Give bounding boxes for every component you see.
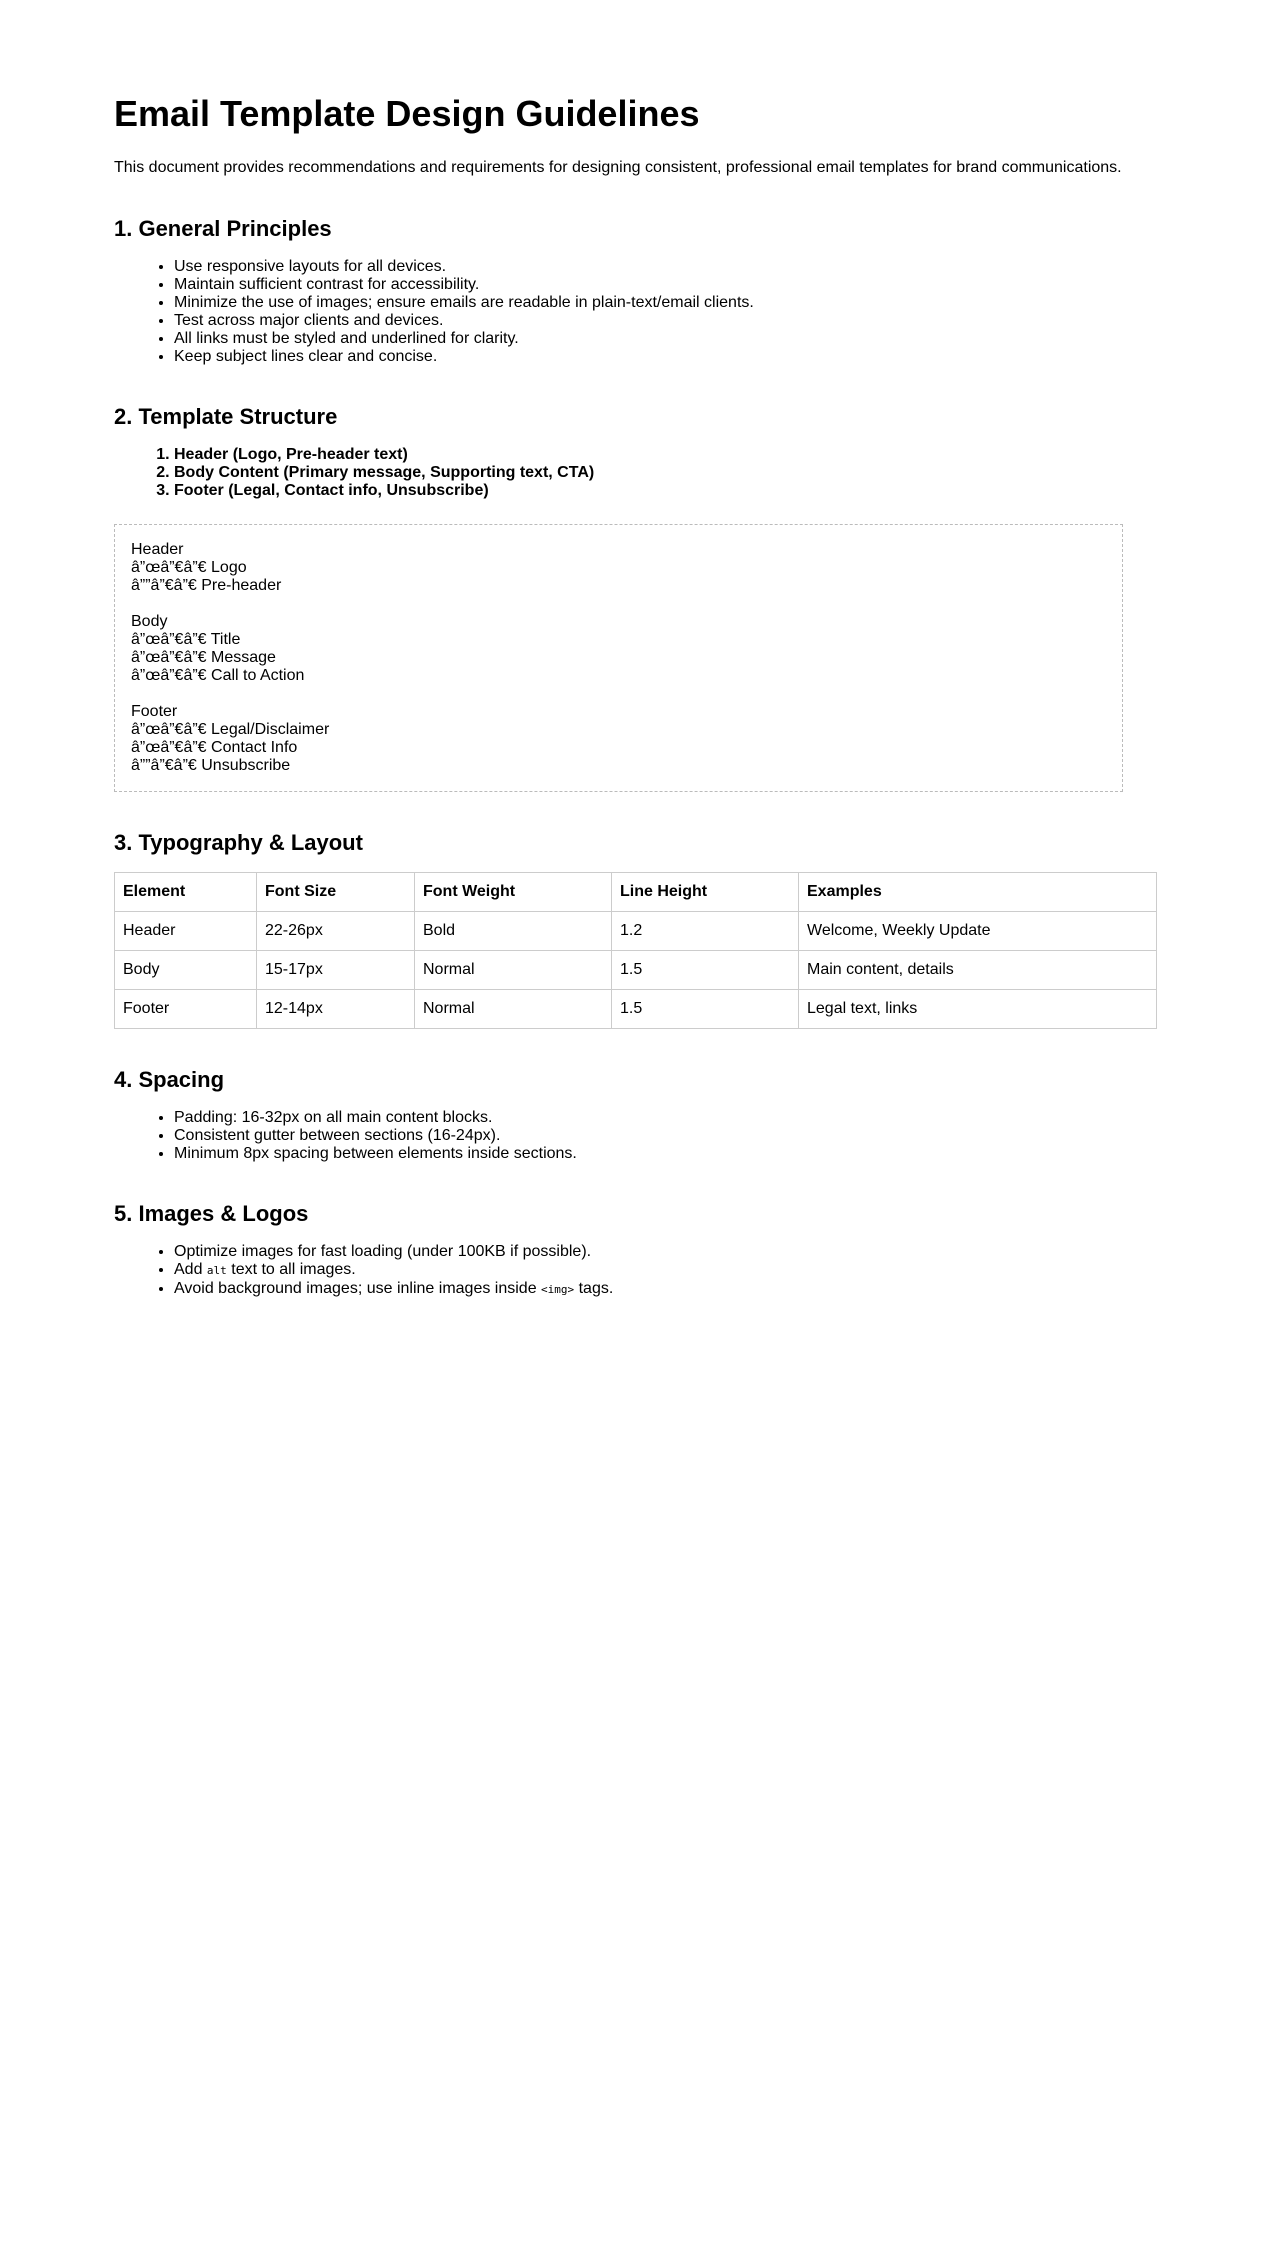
tree-group-footer — [131, 703, 1106, 775]
section-heading: 1. General Principles — [114, 216, 332, 241]
tree-group-title: Footer — [131, 703, 178, 720]
tree-group-body — [131, 613, 1106, 685]
table-cell: Header — [115, 912, 257, 951]
images-list — [114, 1243, 1149, 1299]
column-header: Examples — [799, 873, 1157, 912]
table-cell: 1.5 — [612, 951, 799, 990]
section-general-principles — [114, 216, 1149, 366]
table-cell: 22-26px — [257, 912, 415, 951]
tree-line: â”œâ”€â”€ Legal/Disclaimer — [131, 721, 330, 738]
column-header: Element — [115, 873, 257, 912]
structure-tree-box — [114, 524, 1123, 792]
table-cell: Bold — [415, 912, 612, 951]
tree-group-title: Body — [131, 613, 168, 630]
table-cell: 1.5 — [612, 990, 799, 1029]
list-item — [174, 1280, 1149, 1299]
tree-line: â”œâ”€â”€ Call to Action — [131, 667, 305, 684]
text-fragment: tags. — [574, 1280, 614, 1297]
table-row — [115, 912, 1157, 951]
tree-line: â”œâ”€â”€ Message — [131, 649, 276, 666]
text-fragment: text to all images. — [226, 1261, 356, 1278]
table-cell: Footer — [115, 990, 257, 1029]
column-header: Font Size — [257, 873, 415, 912]
list-item — [174, 1261, 1149, 1280]
list-item: • Optimize images for fast loading (under 100KB if possible). — [174, 1243, 1149, 1261]
list-item: 1. Header (Logo, Pre-header text) — [174, 446, 1149, 464]
table-cell: Normal — [415, 951, 612, 990]
tree-line: â”œâ”€â”€ Title — [131, 631, 241, 648]
table-cell: 12-14px — [257, 990, 415, 1029]
tree-group-title: Header — [131, 541, 184, 558]
tree-line: â””â”€â”€ Pre-header — [131, 577, 282, 594]
list-item: 2. Body Content (Primary message, Supporting text, CTA) — [174, 464, 1149, 482]
table-cell: Normal — [415, 990, 612, 1029]
list-item: • All links must be styled and underlined for clarity. — [174, 330, 1149, 348]
table-header-row — [115, 873, 1157, 912]
section-heading: 5. Images & Logos — [114, 1201, 309, 1226]
list-item: • Maintain sufficient contrast for accessibility. — [174, 276, 1149, 294]
list-item: • Use responsive layouts for all devices. — [174, 258, 1149, 276]
table-cell: Body — [115, 951, 257, 990]
page-title: Email Template Design Guidelines — [114, 93, 700, 134]
section-template-structure — [114, 404, 1149, 792]
table-cell: Main content, details — [799, 951, 1157, 990]
text-fragment: Avoid background images; use inline images inside — [174, 1280, 542, 1297]
table-row — [115, 951, 1157, 990]
tree-line: â”œâ”€â”€ Contact Info — [131, 739, 298, 756]
list-item: • Minimum 8px spacing between elements inside sections. — [174, 1145, 1149, 1163]
list-item: • Test across major clients and devices. — [174, 312, 1149, 330]
tree-line: â”œâ”€â”€ Logo — [131, 559, 247, 576]
list-item: • Consistent gutter between sections (16-24px). — [174, 1127, 1149, 1145]
text-fragment: Add — [174, 1261, 207, 1278]
list-item: • Keep subject lines clear and concise. — [174, 348, 1149, 366]
list-item: • Padding: 16-32px on all main content blocks. — [174, 1109, 1149, 1127]
section-typography-layout — [114, 830, 1149, 1029]
section-spacing — [114, 1067, 1149, 1163]
spacing-list — [114, 1109, 1149, 1163]
section-heading: 2. Template Structure — [114, 404, 338, 429]
typography-table — [114, 872, 1157, 1029]
table-row — [115, 990, 1157, 1029]
tree-group-header — [131, 541, 1106, 595]
section-heading: 4. Spacing — [114, 1067, 225, 1092]
table-cell: 15-17px — [257, 951, 415, 990]
general-principles-list — [114, 258, 1149, 366]
intro-paragraph: This document provides recommendations and requirements for designing consistent, professional email templates for brand communications. — [114, 159, 1122, 176]
section-images-logos — [114, 1201, 1149, 1299]
inline-code: alt — [206, 1264, 227, 1277]
section-heading: 3. Typography & Layout — [114, 830, 363, 855]
tree-line: â””â”€â”€ Unsubscribe — [131, 757, 291, 774]
column-header: Line Height — [612, 873, 799, 912]
column-header: Font Weight — [415, 873, 612, 912]
table-cell: Legal text, links — [799, 990, 1157, 1029]
template-structure-list — [114, 446, 1149, 500]
inline-code: <img> — [541, 1283, 575, 1296]
list-item: • Minimize the use of images; ensure emails are readable in plain-text/email clients. — [174, 294, 1149, 312]
table-cell: 1.2 — [612, 912, 799, 951]
list-item: 3. Footer (Legal, Contact info, Unsubscribe) — [174, 482, 1149, 500]
table-cell: Welcome, Weekly Update — [799, 912, 1157, 951]
